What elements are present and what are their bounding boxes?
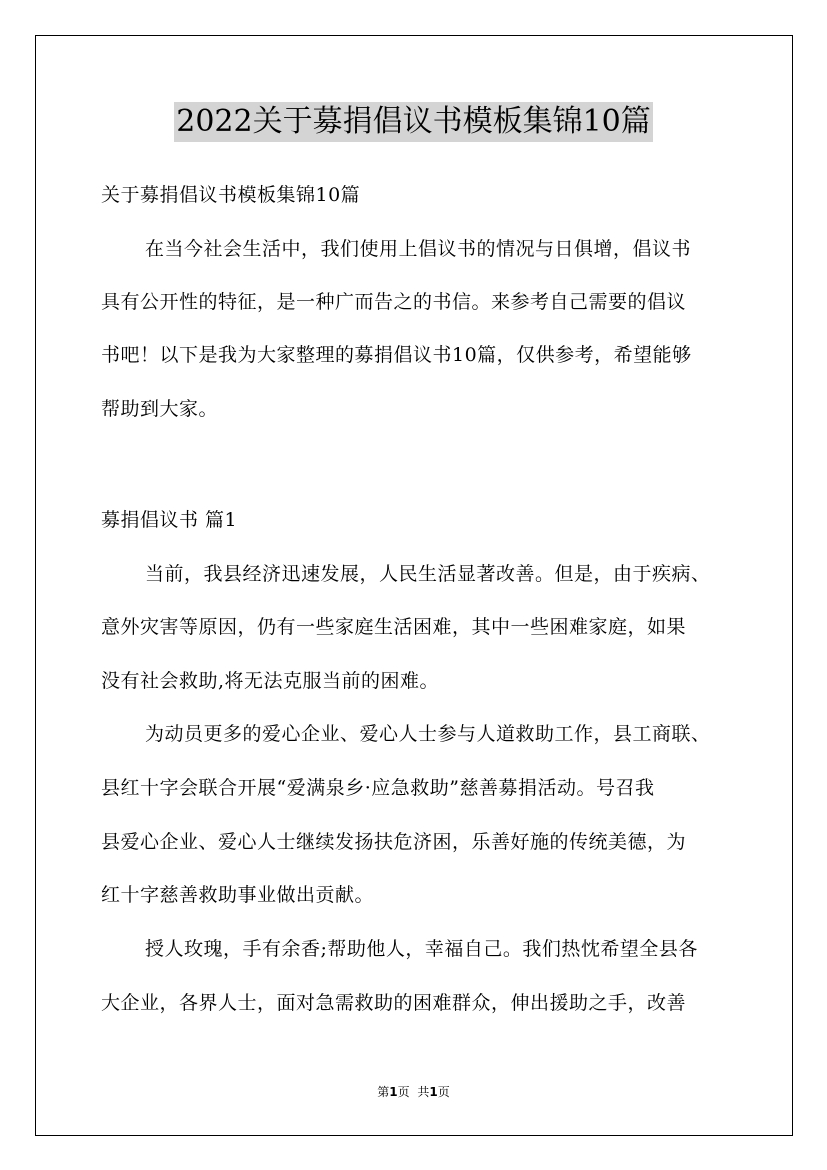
intro-line-4: 帮助到大家。 (101, 398, 219, 420)
para3-line-2: 大企业，各界人士，面对急需救助的困难群众，伸出援助之手，改善 (101, 992, 687, 1014)
footer-page-suffix: 页 (397, 1085, 410, 1099)
footer-total-suffix: 页 (437, 1085, 450, 1099)
para3-line-1: 授人玫瑰，手有余香;帮助他人，幸福自己。我们热忱希望全县各 (145, 938, 698, 960)
para2-line-2: 县红十字会联合开展“爱满泉乡·应急救助”慈善募捐活动。号召我 (101, 777, 655, 799)
footer-page-number: 1 (389, 1085, 398, 1099)
document-title: 2022关于募捐倡议书模板集锦10篇 (174, 102, 653, 142)
para1-line-3: 没有社会救助,将无法克服当前的困难。 (101, 670, 440, 692)
page-footer (0, 1084, 827, 1100)
para2-line-1: 为动员更多的爱心企业、爱心人士参与人道救助工作，县工商联、 (145, 723, 711, 745)
document-title-wrap (0, 102, 827, 142)
para2-line-3: 县爱心企业、爱心人士继续发扬扶危济困，乐善好施的传统美德，为 (101, 831, 687, 853)
document-subtitle: 关于募捐倡议书模板集锦10篇 (101, 184, 361, 206)
para2-line-4: 红十字慈善救助事业做出贡献。 (101, 884, 375, 906)
intro-line-3: 书吧！以下是我为大家整理的募捐倡议书10篇，仅供参考，希望能够 (101, 344, 692, 366)
intro-line-1: 在当今社会生活中，我们使用上倡议书的情况与日俱增，倡议书 (145, 238, 692, 260)
para1-line-2: 意外灾害等原因，仍有一些家庭生活困难，其中一些困难家庭，如果 (101, 616, 687, 638)
para1-line-1: 当前，我县经济迅速发展，人民生活显著改善。但是，由于疾病、 (145, 563, 711, 585)
footer-total-prefix: 共 (417, 1085, 430, 1099)
footer-total-number: 1 (429, 1085, 438, 1099)
section-heading: 募捐倡议书 篇1 (101, 509, 238, 531)
intro-line-2: 具有公开性的特征，是一种广而告之的书信。来参考自己需要的倡议 (101, 291, 687, 313)
footer-page-prefix: 第 (377, 1085, 390, 1099)
